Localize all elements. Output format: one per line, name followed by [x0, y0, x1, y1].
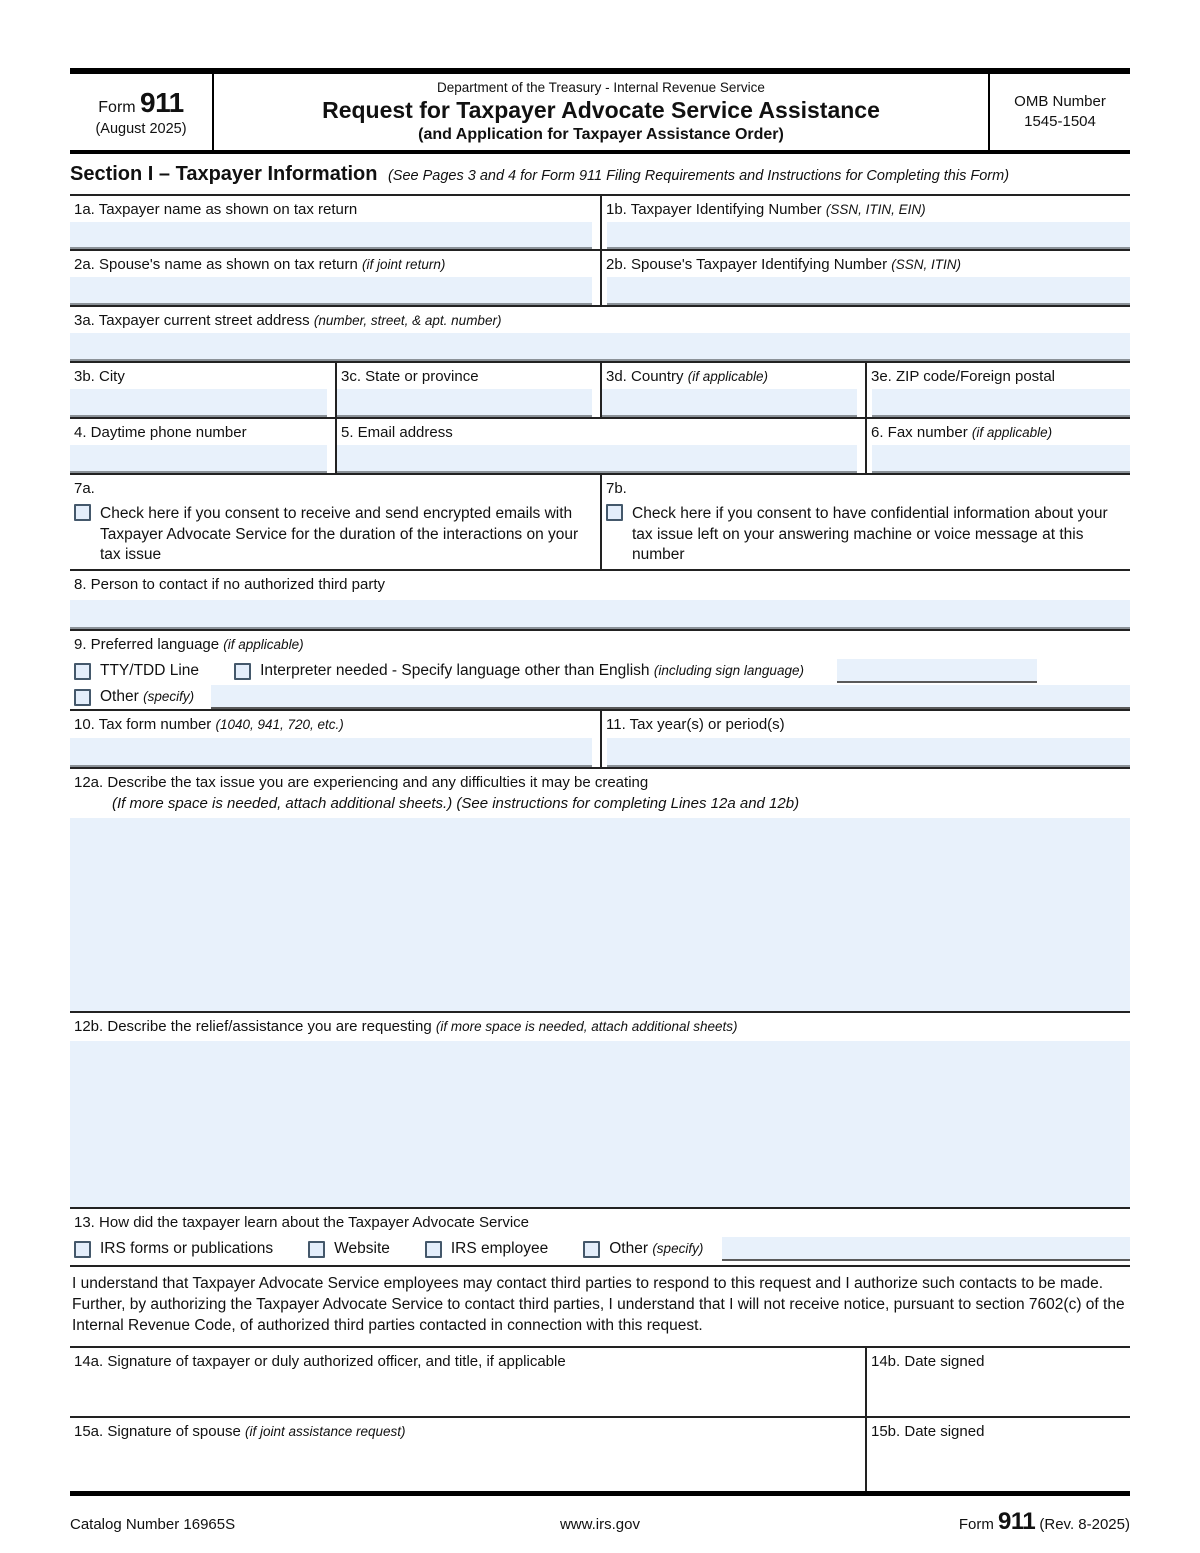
field-13 [70, 1209, 1130, 1265]
website-label: Website [334, 1240, 390, 1258]
field-7b [600, 475, 1130, 569]
field-12a-hint: (If more space is needed, attach additional sheets.) (See instructions for completing Lines 12a and 12b) [112, 795, 800, 813]
row-3a [70, 307, 1130, 363]
taxpayer-name-field[interactable] [70, 222, 592, 249]
field-3a-hint: (number, street, & apt. number) [313, 313, 502, 329]
contact-person-field[interactable] [70, 600, 1130, 629]
tty-tdd-label: TTY/TDD Line [100, 662, 200, 680]
field-2b-label: 2b. Spouse's Taxpayer Identifying Number [606, 256, 888, 274]
other-source-field[interactable] [722, 1237, 1130, 1261]
state-field[interactable] [337, 389, 592, 417]
interpreter-checkbox[interactable] [234, 663, 251, 680]
form-number: 911 [140, 87, 184, 119]
field-5 [335, 419, 865, 473]
field-8 [70, 571, 1130, 629]
phone-field[interactable] [70, 445, 327, 473]
row-4-5-6 [70, 419, 1130, 475]
row-9 [70, 631, 1130, 711]
street-address-field[interactable] [70, 333, 1130, 361]
field-11-label: 11. Tax year(s) or period(s) [606, 716, 785, 734]
field-10 [70, 711, 600, 767]
form-title: Request for Taxpayer Advocate Service Assistance [322, 97, 880, 123]
other-source-label: Other [609, 1240, 648, 1258]
field-3d-label: 3d. Country [606, 368, 684, 386]
field-3c-label: 3c. State or province [341, 368, 479, 386]
field-6 [865, 419, 1130, 473]
row-8 [70, 571, 1130, 631]
field-13-label: 13. How did the taxpayer learn about the Taxpayer Advocate Service [74, 1214, 530, 1232]
field-12b-hint: (if more space is needed, attach additional sheets) [435, 1019, 738, 1035]
spouse-date-signed-area[interactable] [867, 1444, 1130, 1491]
field-1a-label: 1a. Taxpayer name as shown on tax return [74, 201, 358, 219]
field-9 [70, 631, 1130, 709]
section-1-note: (See Pages 3 and 4 for Form 911 Filing Requirements and Instructions for Completing this Form) [387, 168, 1010, 185]
spouse-signature-area[interactable] [70, 1444, 865, 1491]
footer-revision: (Rev. 8-2025) [1039, 1516, 1130, 1534]
row-10-11 [70, 711, 1130, 769]
field-14a-label: 14a. Signature of taxpayer or duly authorized officer, and title, if applicable [74, 1353, 566, 1371]
row-3b-3e [70, 363, 1130, 419]
field-7a-text: Check here if you consent to receive and send encrypted emails with Taxpayer Advocate Service for the duration of the interactions on your tax issue [100, 505, 579, 564]
field-3a [70, 307, 1130, 361]
omb-number: 1545-1504 [1024, 113, 1096, 131]
field-15b-label: 15b. Date signed [871, 1423, 985, 1441]
field-3a-label: 3a. Taxpayer current street address [74, 312, 310, 330]
field-1a [70, 196, 600, 249]
row-7 [70, 475, 1130, 571]
spouse-name-field[interactable] [70, 277, 592, 305]
row-12b [70, 1013, 1130, 1209]
row-1 [70, 196, 1130, 251]
field-5-label: 5. Email address [341, 424, 453, 442]
field-6-label: 6. Fax number [871, 424, 968, 442]
zip-field[interactable] [872, 389, 1130, 417]
taxpayer-tin-field[interactable] [607, 222, 1130, 249]
field-7b-text: Check here if you consent to have confidential information about your tax issue left on your answering machine or voice message at this number [632, 505, 1108, 564]
field-3b [70, 363, 335, 417]
field-2a-hint: (if joint return) [362, 257, 446, 273]
field-12b [70, 1013, 1130, 1207]
footer-form-word: Form [958, 1516, 994, 1534]
field-2b-hint: (SSN, ITIN) [891, 257, 962, 273]
field-9-label: 9. Preferred language [74, 636, 220, 654]
field-14b [865, 1348, 1130, 1416]
form-title-block [212, 74, 988, 150]
irs-forms-checkbox[interactable] [74, 1241, 91, 1258]
field-15a-label: 15a. Signature of spouse [74, 1423, 241, 1441]
field-14b-label: 14b. Date signed [871, 1353, 985, 1371]
omb-label: OMB Number [1014, 92, 1106, 110]
omb-block [988, 74, 1130, 150]
tty-tdd-checkbox[interactable] [74, 663, 91, 680]
form-word: Form [98, 99, 136, 117]
taxpayer-information-table [70, 194, 1130, 1496]
row-13 [70, 1209, 1130, 1267]
section-1-title: Section I – Taxpayer Information [70, 163, 378, 186]
other-source-hint: (specify) [652, 1241, 704, 1257]
row-consent [70, 1267, 1130, 1348]
field-7a [70, 475, 600, 569]
encrypted-email-consent-checkbox[interactable] [74, 504, 91, 521]
other-language-field[interactable] [211, 685, 1130, 709]
tax-form-number-field[interactable] [70, 738, 592, 767]
irs-website: www.irs.gov [559, 1516, 640, 1534]
field-3d-hint: (if applicable) [687, 369, 769, 385]
field-2a-label: 2a. Spouse's name as shown on tax return [74, 256, 358, 274]
field-2a [70, 251, 600, 305]
field-10-hint: (1040, 941, 720, etc.) [215, 717, 344, 733]
row-15 [70, 1418, 1130, 1491]
field-15a [70, 1418, 865, 1491]
field-9-hint: (if applicable) [223, 637, 304, 653]
irs-employee-label: IRS employee [450, 1240, 549, 1258]
field-1b-hint: (SSN, ITIN, EIN) [825, 202, 926, 218]
form-header [70, 68, 1130, 154]
field-11 [600, 711, 1130, 767]
taxpayer-date-signed-area[interactable] [867, 1374, 1130, 1416]
irs-employee-checkbox[interactable] [425, 1241, 442, 1258]
field-2b [600, 251, 1130, 305]
spouse-tin-field[interactable] [607, 277, 1130, 305]
form-revision-date: (August 2025) [95, 121, 187, 138]
other-language-label: Other [100, 688, 139, 706]
field-12a-label: 12a. Describe the tax issue you are experiencing and any difficulties it may be creating [74, 774, 649, 792]
field-15a-hint: (if joint assistance request) [244, 1424, 406, 1440]
field-7a-label: 7a. [74, 480, 95, 498]
relief-description-field[interactable] [70, 1041, 1130, 1207]
field-3d [600, 363, 865, 417]
field-12a [70, 769, 1130, 1011]
taxpayer-signature-area[interactable] [70, 1374, 865, 1416]
tax-issue-description-field[interactable] [70, 818, 1130, 1012]
row-12a [70, 769, 1130, 1013]
field-3e-label: 3e. ZIP code/Foreign postal [871, 368, 1055, 386]
interpreter-label: Interpreter needed - Specify language other than English [260, 662, 650, 680]
other-language-checkbox[interactable] [74, 689, 91, 706]
field-4 [70, 419, 335, 473]
field-15b [865, 1418, 1130, 1491]
field-7b-label: 7b. [606, 480, 627, 498]
third-party-consent-text: I understand that Taxpayer Advocate Service employees may contact third parties to respond to this request and I authorize such contacts to be made. Further, by authorizing the Taxpayer Advocate Service to contact third parties, I understand that I will not receive notice, pursuant to section 7602(c) of the Internal Revenue Code, of authorized third parties contacted in connection with this request. [72, 1275, 1125, 1335]
interpreter-hint: (including sign language) [653, 663, 804, 679]
section-1-heading [70, 154, 1130, 194]
field-10-label: 10. Tax form number [74, 716, 212, 734]
irs-forms-label: IRS forms or publications [100, 1240, 274, 1258]
footer-form-number: 911 [998, 1508, 1036, 1536]
agency-name: Department of the Treasury - Internal Revenue Service [437, 80, 765, 95]
other-language-hint: (specify) [143, 689, 195, 705]
field-3e [865, 363, 1130, 417]
form-subtitle: (and Application for Taxpayer Assistance Order) [418, 126, 784, 144]
row-2 [70, 251, 1130, 307]
field-14a [70, 1348, 865, 1416]
field-3c [335, 363, 600, 417]
fax-field[interactable] [872, 445, 1130, 473]
tax-year-field[interactable] [607, 738, 1130, 767]
country-field[interactable] [602, 389, 857, 417]
form-number-block [70, 74, 212, 150]
city-field[interactable] [70, 389, 327, 417]
field-1b [600, 196, 1130, 249]
form-footer [70, 1496, 1130, 1536]
field-3b-label: 3b. City [74, 368, 125, 386]
catalog-number: Catalog Number 16965S [70, 1516, 236, 1534]
interpreter-language-field[interactable] [837, 659, 1037, 683]
row-14 [70, 1348, 1130, 1418]
other-source-checkbox[interactable] [583, 1241, 600, 1258]
email-field[interactable] [337, 445, 857, 473]
field-12b-label: 12b. Describe the relief/assistance you are requesting [74, 1018, 432, 1036]
field-8-label: 8. Person to contact if no authorized third party [74, 576, 386, 594]
voicemail-consent-checkbox[interactable] [606, 504, 623, 521]
field-6-hint: (if applicable) [971, 425, 1053, 441]
website-checkbox[interactable] [308, 1241, 325, 1258]
field-1b-label: 1b. Taxpayer Identifying Number [606, 201, 822, 219]
field-4-label: 4. Daytime phone number [74, 424, 247, 442]
